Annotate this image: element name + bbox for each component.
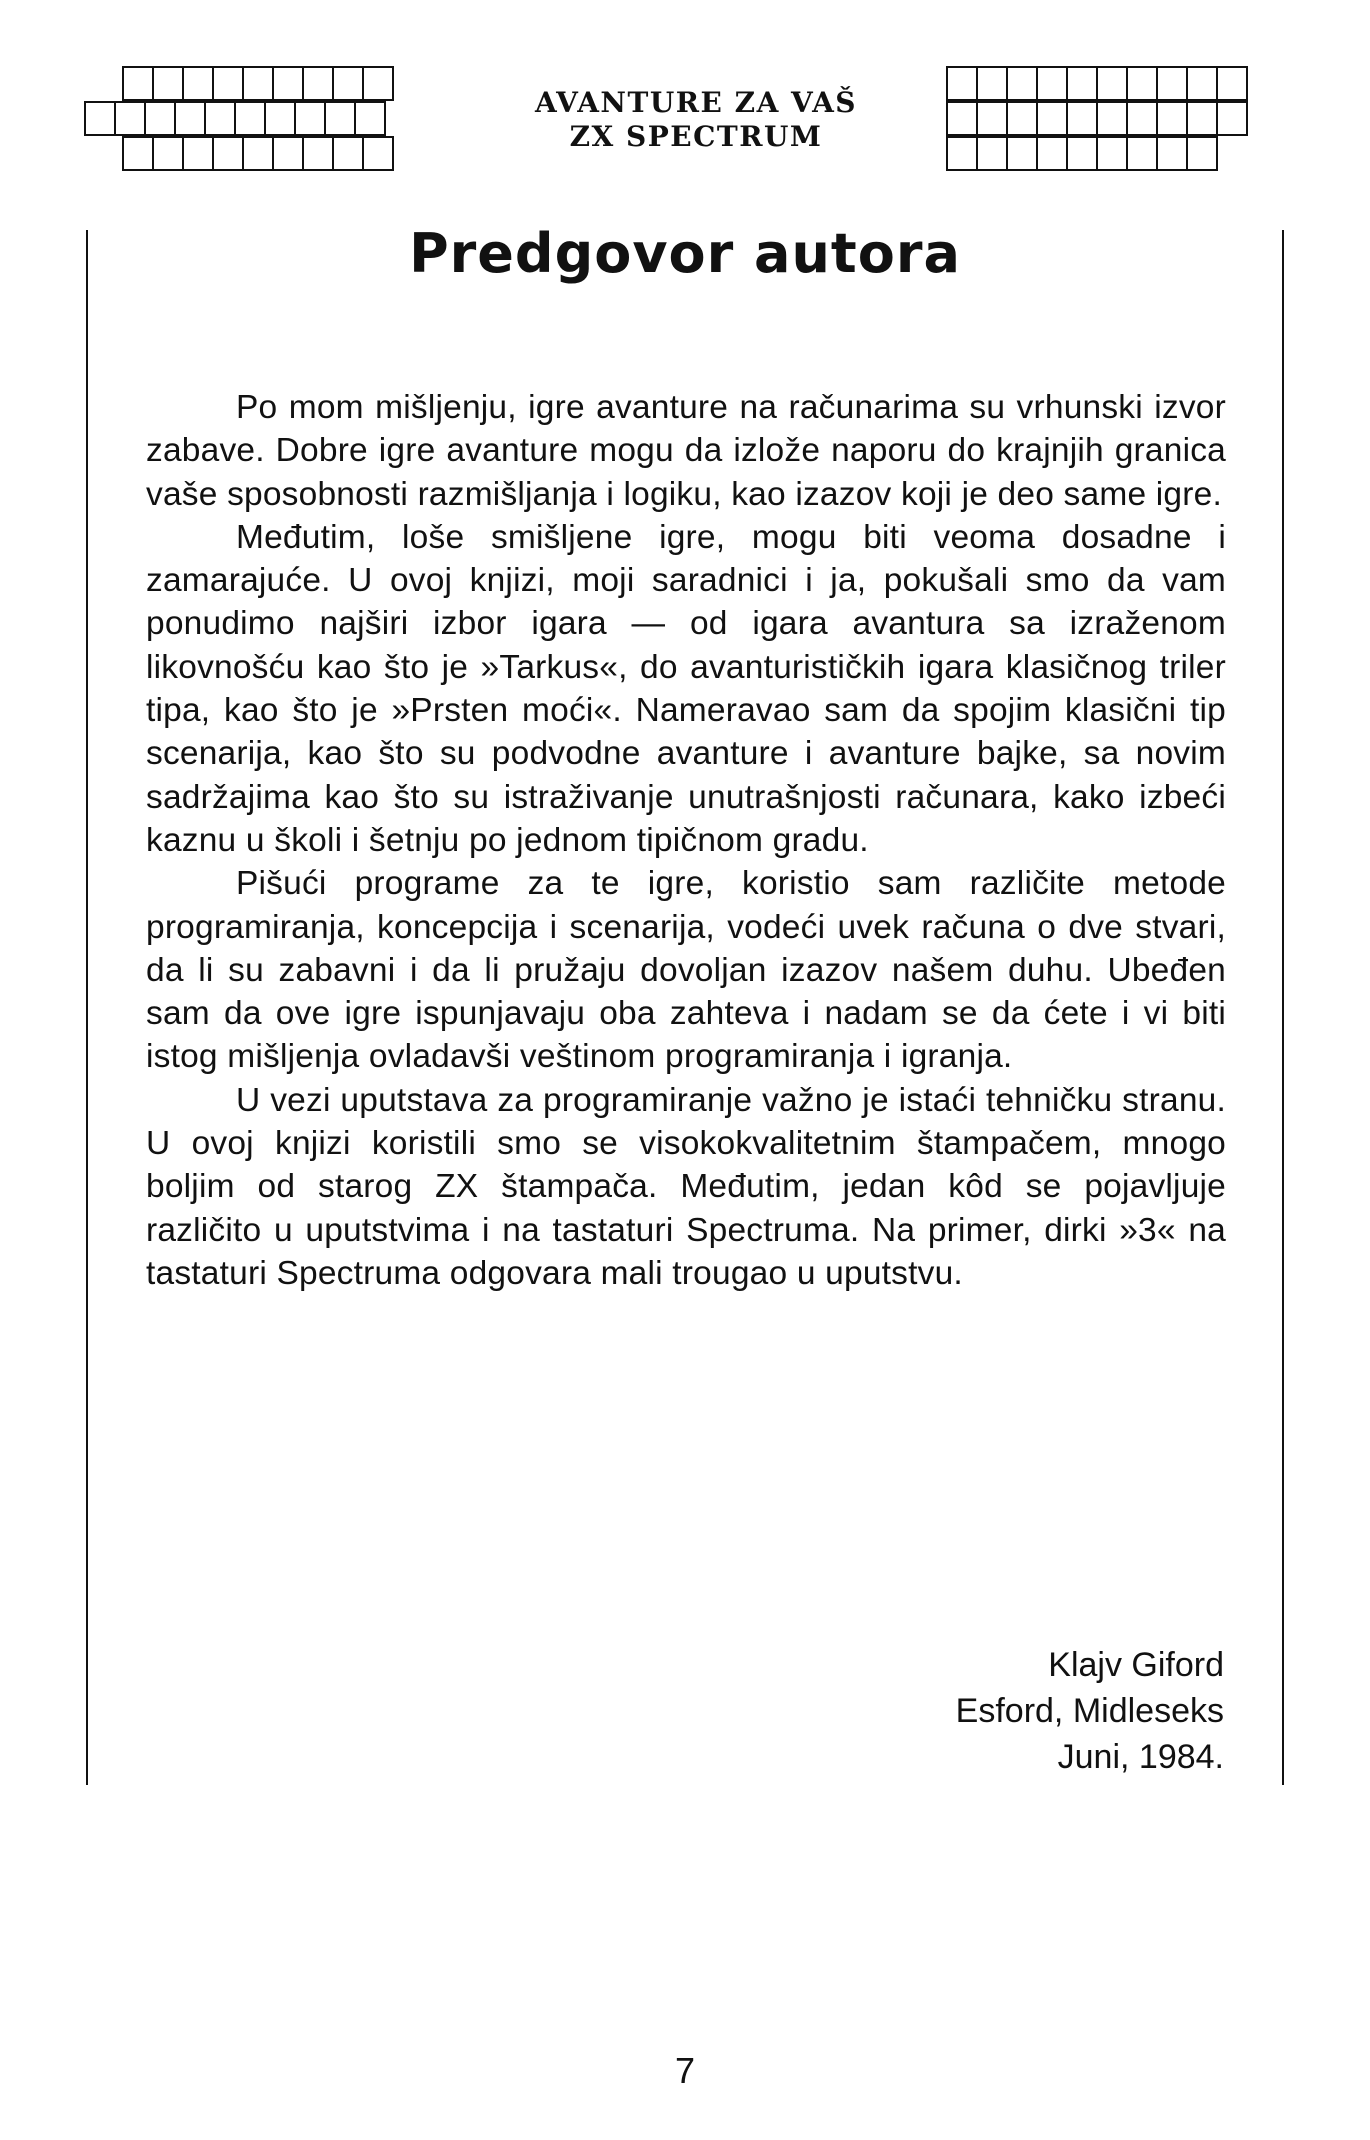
header-grid-right-middle bbox=[946, 101, 1248, 136]
frame-right-line bbox=[1282, 230, 1284, 1785]
frame-left-line bbox=[86, 230, 88, 1785]
author-place: Esford, Midleseks bbox=[955, 1692, 1224, 1730]
header-grid-left-bottom bbox=[122, 136, 394, 171]
preface-body bbox=[146, 386, 1226, 1295]
header-grid-left-top bbox=[122, 66, 394, 101]
header-grid-right-bottom bbox=[946, 136, 1218, 171]
header-grid-right-top bbox=[946, 66, 1248, 101]
author-date: Juni, 1984. bbox=[1057, 1738, 1224, 1776]
header-line-2: ZX SPECTRUM bbox=[569, 120, 823, 153]
paragraph-4: U vezi uputstava za programiranje važno je istaći tehničku stranu. U ovoj knjizi koristili smo se visokokvalitetnim štampačem, mnogo boljim od starog ZX štampača. Međutim, jedan kôd se pojavljuje različito u uputstvima i na tastaturi Spectruma. Na primer, dirki »3« na tastaturi Spectruma odgovara mali trougao u uputstvu. bbox=[146, 1081, 1226, 1292]
paragraph-3: Pišući programe za te igre, koristio sam različite metode programiranja, koncepcija i scenarija, vodeći uvek računa o dve stvari, da li su zabavni i da li pružaju dovoljan izazov našem duhu. Ubeđen sam da ove igre ispunjavaju oba zahteva i nadam se da ćete i vi biti istog mišljenja ovladavši veštinom programiranja i igranja. bbox=[146, 865, 1226, 1076]
paragraph-1: Po mom mišljenju, igre avanture na računarima su vrhunski izvor zabave. Dobre igre avanture mogu da izlože naporu do krajnjih granica vaše sposobnosti razmišljanja i logiku, kao izazov koji je deo same igre. bbox=[146, 389, 1226, 513]
header-line-1: AVANTURE ZA VAŠ bbox=[534, 86, 858, 119]
author-name: Klajv Giford bbox=[1048, 1646, 1224, 1684]
author-signature bbox=[956, 1642, 1224, 1780]
page-title: Predgovor autora bbox=[409, 222, 961, 285]
book-header bbox=[84, 66, 1272, 176]
header-grid-left-middle bbox=[84, 101, 386, 136]
header-title bbox=[466, 86, 926, 154]
paragraph-2: Međutim, loše smišljene igre, mogu biti veoma dosadne i zamarajuće. U ovoj knjizi, moji saradnici i ja, pokušali smo da vam ponudimo najširi izbor igara — od igara avantura sa izraženom likovnošću kao što je »Tarkus«, do avanturističkih igara klasičnog triler tipa, kao što je »Prsten moći«. Nameravao sam da spojim klasični tip scenarija, kao što su podvodne avanture i avanture bajke, sa novim sadržajima kao što su istraživanje unutrašnjosti računara, kako izbeći kaznu u školi i šetnju po jednom tipičnom gradu. bbox=[146, 518, 1226, 859]
page-number: 7 bbox=[674, 2050, 696, 2091]
